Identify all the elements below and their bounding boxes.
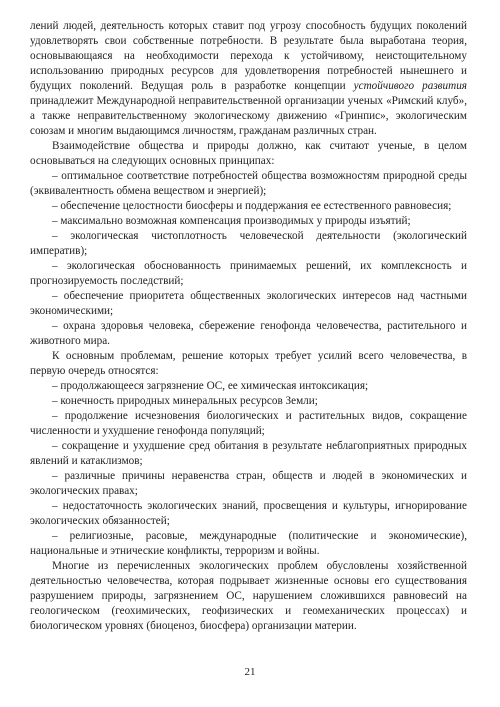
paragraph-text: принадлежит Международной неправительственной организации ученых «Римский клуб», а также неправительственному экологическому движению «Гринпис», экологическим союзам и многим выдающимся личностям, гражданам различных стран.	[30, 95, 467, 137]
italic-term: устойчивого развития	[353, 80, 468, 92]
body-text	[30, 19, 467, 634]
list-item: – продолжение исчезновения биологических и растительных видов, сокращение численности и ухудшение генофонда популяций;	[30, 410, 467, 437]
list-item: – религиозные, расовые, международные (политические и экономические), национальные и этнические конфликты, терроризм и войны.	[30, 530, 467, 557]
list-item: – конечность природных минеральных ресурсов Земли;	[52, 395, 318, 407]
list-item: – обеспечение целостности биосферы и поддержания ее естественного равновесия;	[52, 200, 452, 212]
paragraph-text: лений людей, деятельность которых ставит под угрозу способность будущих поколений удовлетворять свои собственные потребности. В результате была выработана теория, основывающаяся на необходимости перехода к устойчивому, неистощительному использованию природных ресурсов для удовлетворения потребностей нынешнего и будущих поколений. Ведущая роль в разработке концепции	[30, 20, 467, 92]
list-item: – экологическая чистоплотность человеческой деятельности (экологический императив);	[30, 230, 467, 257]
paragraph-sustainable-development	[30, 19, 467, 139]
page-number: 21	[244, 666, 256, 678]
list-item: – обеспечение приоритета общественных экологических интересов над частными экономическими;	[30, 290, 467, 317]
list-item: – экологическая обоснованность принимаемых решений, их комплексность и прогнозируемость последствий;	[30, 260, 467, 287]
list-item: – оптимальное соответствие потребностей общества возможностям природной среды (эквивалентность обмена веществом и энергией);	[30, 170, 467, 197]
list-item: – сокращение и ухудшение сред обитания в результате неблагоприятных природных явлений и катаклизмов;	[30, 440, 467, 467]
list-item: – продолжающееся загрязнение ОС, ее химическая интоксикация;	[52, 380, 369, 392]
paragraph-problems-intro: К основным проблемам, решение которых требует усилий всего человечества, в первую очередь относятся:	[30, 350, 467, 377]
list-item: – недостаточность экологических знаний, просвещения и культуры, игнорирование экологических обязанностей;	[30, 500, 467, 527]
paragraph-conclusion: Многие из перечисленных экологических проблем обусловлены хозяйственной деятельностью человечества, которая подрывает жизненные основы его существования разрушением природы, загрязнением ОС, нарушением сложившихся равновесий на геологическом (геохимических, геофизических и геомеханических процессах) и биологическом уровнях (биоценоз, биосфера) организации материи.	[30, 560, 467, 632]
list-item: – максимально возможная компенсация производимых у природы изъятий;	[52, 215, 411, 227]
paragraph-principles-intro: Взаимодействие общества и природы должно, как считают ученые, в целом основываться на следующих основных принципах:	[30, 140, 467, 167]
list-item: – охрана здоровья человека, сбережение генофонда человечества, растительного и животного мира.	[30, 320, 467, 347]
list-item: – различные причины неравенства стран, обществ и людей в экономических и экологических правах;	[30, 470, 467, 497]
